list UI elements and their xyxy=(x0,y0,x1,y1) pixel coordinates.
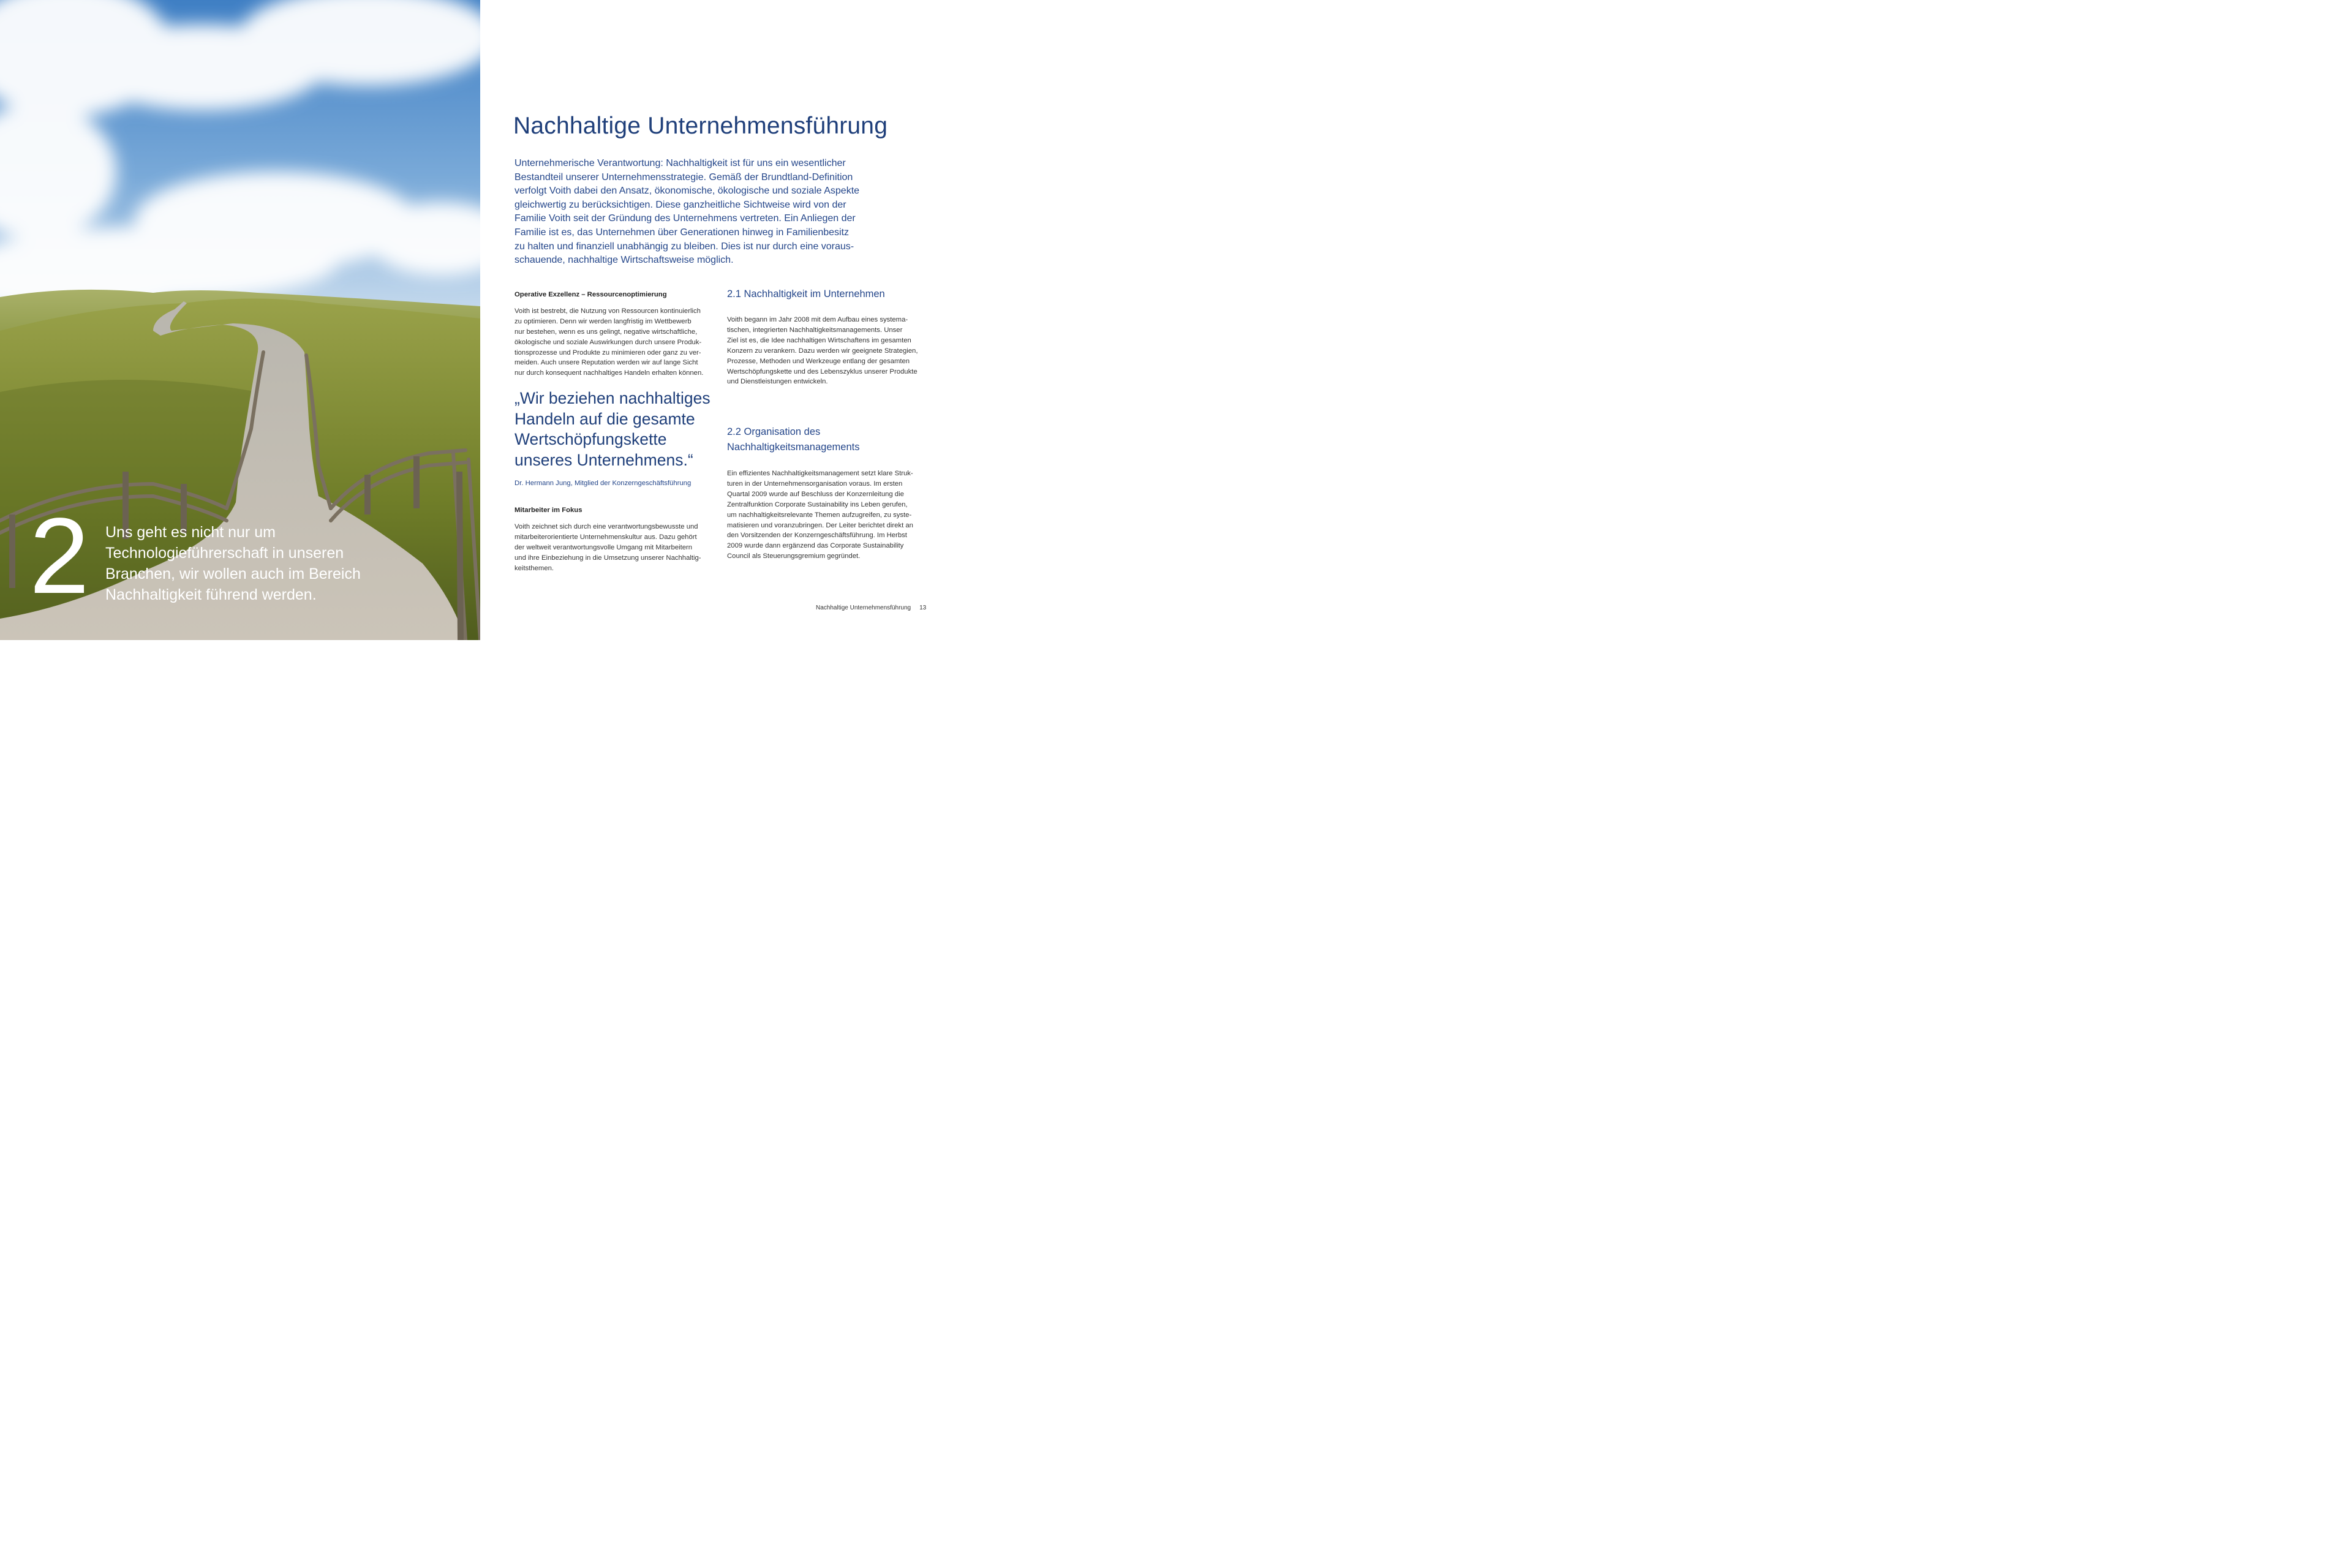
mitarbeiter-section xyxy=(514,505,717,573)
operative-heading: Operative Exzellenz – Ressourcenoptimierung xyxy=(514,291,667,298)
section-2-1-heading: 2.1 Nachhaltigkeit im Unternehmen xyxy=(727,288,885,300)
chapter-number: 2 xyxy=(29,496,89,616)
pull-quote: „Wir beziehen nachhaltiges Handeln auf die gesamte Wertschöpfungskette unseres Unternehmens.“ xyxy=(514,389,710,469)
quote-attribution: Dr. Hermann Jung, Mitglied der Konzerngeschäftsführung xyxy=(514,480,692,487)
page-footer xyxy=(816,605,926,611)
intro-paragraph: Unternehmerische Verantwortung: Nachhaltigkeit ist für uns ein wesentlicher Bestandteil unserer Unternehmensstrategie. Gemäß der Brundtland-Definition verfolgt Voith dabei den Ansatz, ökonomische, ökologische und soziale Aspekte gleichwertig zu berücksichtigen. Diese ganzheitliche Sichtweise wird von der Familie Voith seit der Gründung des Unternehmens vertreten. Ein Anliegen der Familie ist es, das Unternehmen über Generationen hinweg in Familienbesitz zu halten und finanziell unabhängig zu bleiben. Dies ist nur durch eine voraus- schauende, nachhaltige Wirtschaftsweise möglich. xyxy=(514,158,860,266)
mitarbeiter-body: Voith zeichnet sich durch eine verantwortungsbewusste und mitarbeiterorientierte Unternehmenskultur aus. Dazu gehört der weltweit verantwortungsvolle Umgang mit Mitarbeitern und ihre Einbeziehung in die Umsetzung unserer Nachhaltig- keitsthemen. xyxy=(514,522,701,572)
operative-section xyxy=(514,290,717,379)
page-number: 13 xyxy=(919,605,927,611)
page-title: Nachhaltige Unternehmensführung xyxy=(513,113,888,139)
mitarbeiter-heading: Mitarbeiter im Fokus xyxy=(514,507,582,514)
operative-body: Voith ist bestrebt, die Nutzung von Ressourcen kontinuierlich zu optimieren. Denn wir werden langfristig im Wettbewerb nur bestehen, wenn es uns gelingt, negative wirtschaftliche, ökologische und soziale Auswirkungen durch unsere Produk- tionsprozesse und Produkte zu minimieren oder ganz zu ver- meiden. Auch unsere Reputation werden wir auf lange Sicht nur durch konsequent nachhaltiges Handeln erhalten können. xyxy=(514,307,704,377)
section-2-2-body: Ein effizientes Nachhaltigkeitsmanagement setzt klare Struk- turen in der Unternehmensorganisation voraus. Im ersten Quartal 2009 wurde auf Beschluss der Konzernleitung die Zentralfunktion Corporate Sustainability ins Leben gerufen, um nachhaltigkeitsrelevante Themen aufzugreifen, zu syste- matisieren und voranzubringen. Der Leiter berichtet direkt an den Vorsitzenden der Konzerngeschäftsführung. Im Herbst 2009 wurde dann ergänzend das Corporate Sustainability Council als Steuerungsgremium gegründet. xyxy=(727,470,913,560)
chapter-quote: Uns geht es nicht nur um Technologieführerschaft in unseren Branchen, wir wollen auch im Bereich Nachhaltigkeit führend werden. xyxy=(105,524,361,603)
section-2-1-body: Voith begann im Jahr 2008 mit dem Aufbau eines systema- tischen, integrierten Nachhaltigkeitsmanagements. Unser Ziel ist es, die Idee nachhaltigen Wirtschaftens im gesamten Konzern zu verankern. Dazu werden wir geeignete Strategien, Prozesse, Methoden und Werkzeuge entlang der gesamten Wertschöpfungskette und des Lebenszyklus unserer Produkte und Dienstleistungen entwickeln. xyxy=(727,316,918,386)
section-2-2-heading: 2.2 Organisation des Nachhaltigkeitsmanagements xyxy=(727,426,860,453)
running-title: Nachhaltige Unternehmensführung xyxy=(816,605,911,611)
